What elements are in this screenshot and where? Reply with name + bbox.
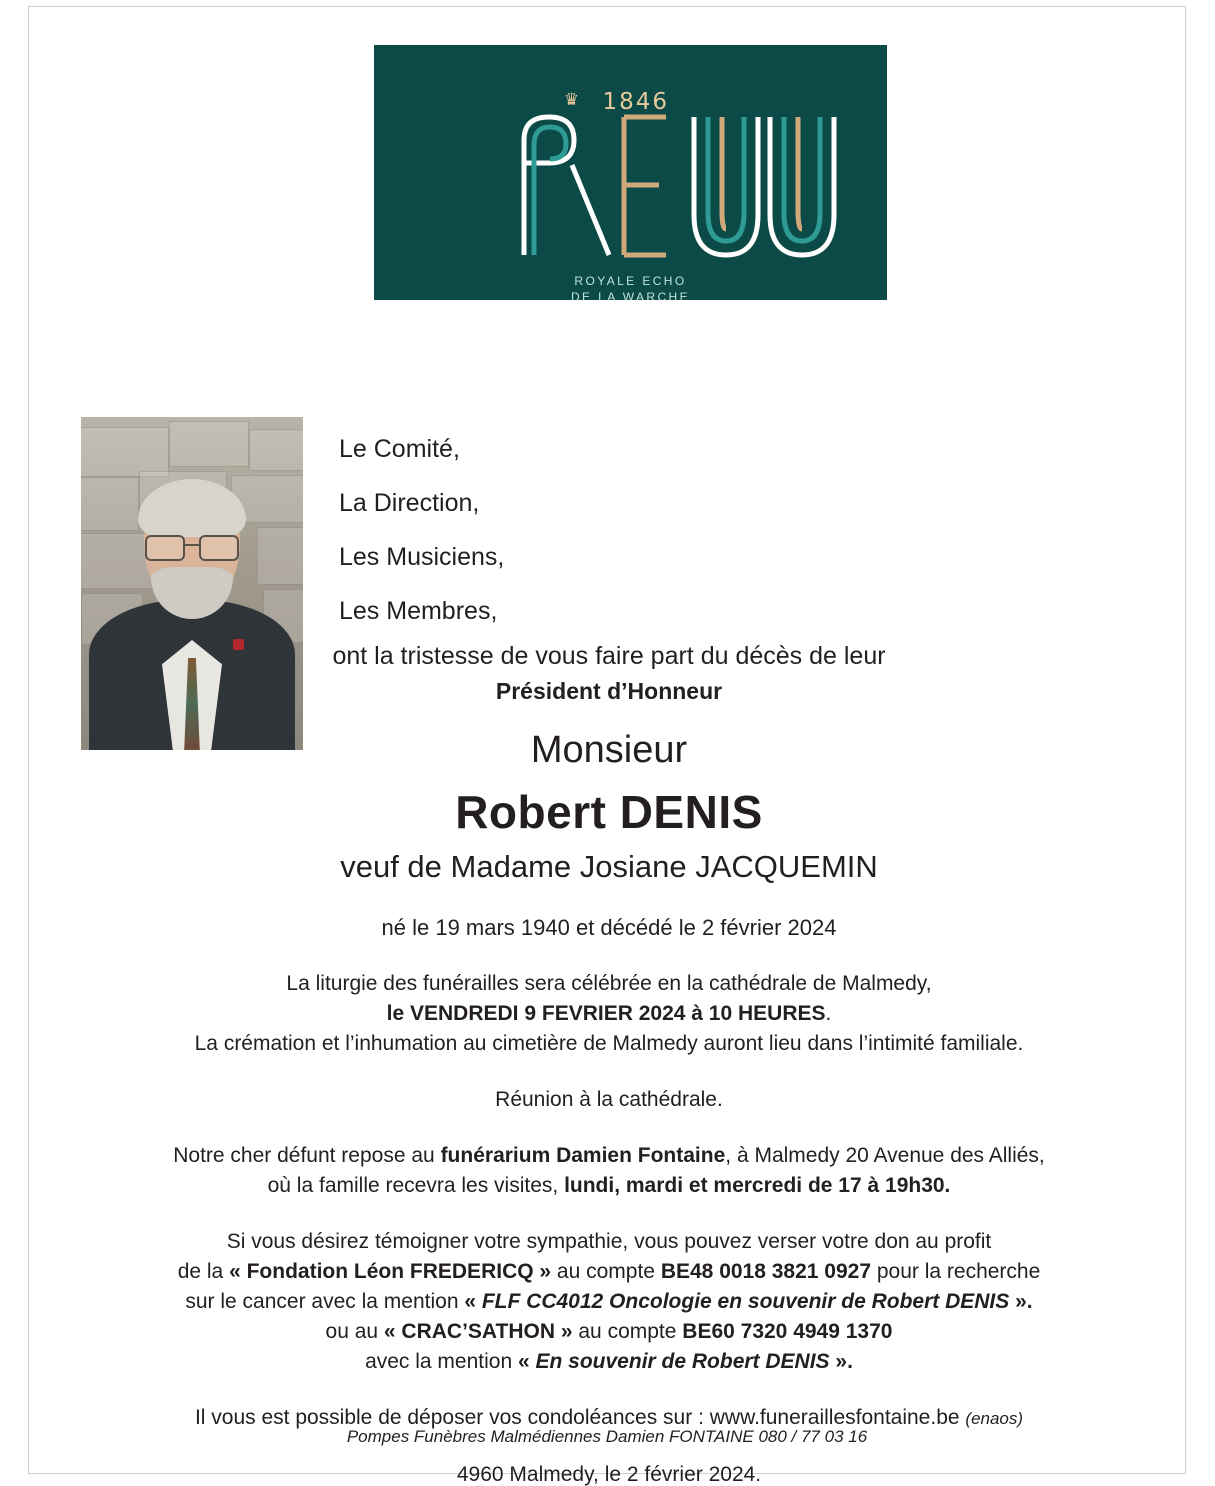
glasses-lens-right (199, 535, 239, 561)
funeral-home-footer: Pompes Funèbres Malmédiennes Damien FONTAINE 080 / 77 03 16 (346, 1427, 868, 1446)
stone-block (81, 477, 139, 531)
donations-line2-mid: au compte (551, 1260, 661, 1283)
funerarium-line1-start: Notre cher défunt repose au (173, 1144, 441, 1167)
ceremony-line-1: La liturgie des funérailles sera célébrée en la cathédrale de Malmedy, (286, 972, 932, 995)
card-sheet (28, 6, 1186, 1486)
logo-arc-decoration (374, 45, 887, 300)
funerarium-name: funérarium Damien Fontaine (440, 1144, 726, 1167)
crown-icon: ♛ (563, 90, 580, 109)
foundation-iban: BE48 0018 3821 0927 (660, 1260, 872, 1283)
donations-line3-end: ». (1009, 1290, 1033, 1313)
condolences-note: (enaos) (965, 1409, 1024, 1428)
donations-line3-start: sur le cancer avec la mention (185, 1290, 465, 1313)
reunion-paragraph: Réunion à la cathédrale. (495, 1088, 723, 1111)
honorific: Monsieur (530, 729, 688, 771)
donations-line2-start: de la (177, 1260, 230, 1283)
stone-block (169, 421, 249, 467)
visiting-hours: lundi, mardi et mercredi de 17 à 19h30. (564, 1174, 951, 1197)
announcement-body (89, 639, 1129, 1486)
announcement-role: Président d’Honneur (495, 678, 723, 704)
donation-reference-2: En souvenir de Robert DENIS (535, 1350, 830, 1373)
funerarium-line1-end: , à Malmedy 20 Avenue des Alliés, (725, 1144, 1045, 1167)
intro-line-2: La Direction, (339, 489, 480, 517)
donations-line3-quote-open: « (464, 1290, 482, 1313)
donations-paragraph (89, 1227, 1129, 1377)
cracsathon-iban: BE60 7320 4949 1370 (682, 1320, 893, 1343)
donations-line2-end: pour la recherche (871, 1260, 1041, 1283)
funerarium-paragraph (89, 1141, 1129, 1201)
stone-block (81, 533, 153, 589)
logo-subtitle-line1: ROYALE ECHO (574, 274, 687, 288)
logo-subtitle (374, 273, 887, 300)
place-and-date: 4960 Malmedy, le 2 février 2024. (456, 1463, 762, 1486)
donations-line5-end: ». (829, 1350, 853, 1373)
condolences-text: Il vous est possible de déposer vos condoléances sur : www.funeraillesfontaine.be (194, 1406, 960, 1429)
donations-line5-start: avec la mention (365, 1350, 518, 1373)
ceremony-datetime: le VENDREDI 9 FEVRIER 2024 à 10 HEURES (386, 1002, 826, 1025)
ceremony-line-3: La crémation et l’inhumation au cimetière de Malmedy auront lieu dans l’intimité familiale. (194, 1032, 1024, 1055)
ceremony-period: . (825, 1002, 832, 1025)
announcement-lead: ont la tristesse de vous faire part du décès de leur (332, 642, 886, 670)
donations-line4-mid: au compte (572, 1320, 683, 1343)
cracsathon-name: « CRAC’SATHON » (383, 1320, 573, 1343)
foundation-name: « Fondation Léon FREDERICQ » (229, 1260, 552, 1283)
intro-lines (339, 422, 1039, 638)
logo-year: 1846 (602, 89, 670, 115)
intro-line-3: Les Musiciens, (339, 543, 505, 571)
funerarium-line2-start: où la famille recevra les visites, (267, 1174, 565, 1197)
donations-line-1: Si vous désirez témoigner votre sympathie, vous pouvez verser votre don au profit (226, 1230, 992, 1253)
deceased-name: Robert DENIS (455, 786, 763, 838)
donations-line4-start: ou au (325, 1320, 384, 1343)
stone-block (257, 527, 303, 585)
donations-line5-quote-open: « (517, 1350, 536, 1373)
organization-logo (374, 45, 887, 300)
intro-line-1: Le Comité, (339, 435, 460, 463)
intro-line-4: Les Membres, (339, 597, 498, 625)
donation-reference-1: FLF CC4012 Oncologie en souvenir de Robert DENIS (481, 1290, 1010, 1313)
ceremony-paragraph (89, 969, 1129, 1059)
glasses-lens-left (145, 535, 185, 561)
stone-block (249, 429, 303, 471)
stone-block (81, 427, 169, 477)
logo-subtitle-line2: DE LA WARCHE (570, 290, 691, 300)
birth-death-dates: né le 19 mars 1940 et décédé le 2 février 2024 (381, 915, 837, 940)
glasses-icon (145, 535, 239, 557)
spouse-line: veuf de Madame Josiane JACQUEMIN (340, 849, 878, 884)
